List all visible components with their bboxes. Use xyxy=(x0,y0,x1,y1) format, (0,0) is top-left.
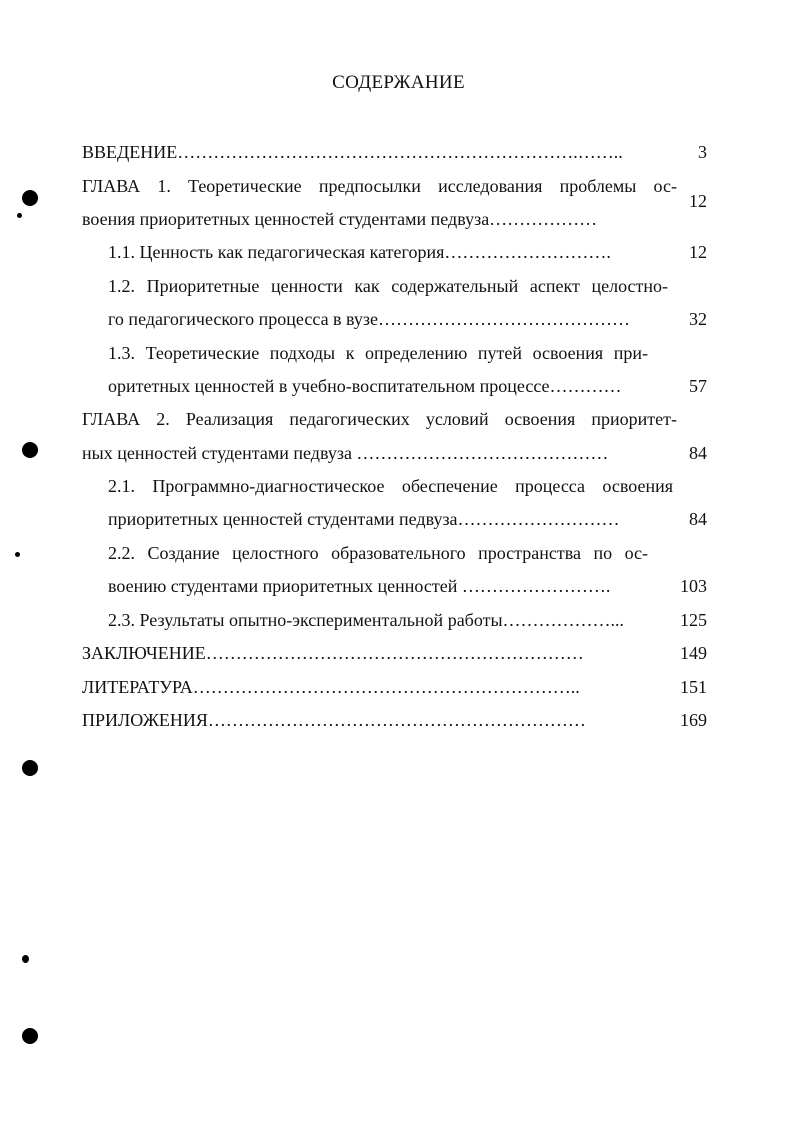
toc-entry-introduction: ВВЕДЕНИЕ………………………………………………………….…….. xyxy=(82,142,623,162)
toc-entry-chapter-1-cont: воения приоритетных ценностей студентами педвуза……………… xyxy=(82,209,598,229)
toc-entry-section-2-1-cont: приоритетных ценностей студентами педвуза……………………… xyxy=(108,509,620,529)
toc-page-number: 103 xyxy=(680,576,707,596)
scan-speck xyxy=(22,955,29,963)
toc-entry-chapter-1: ГЛАВА 1. Теоретические предпосылки исследования проблемы ос- xyxy=(82,176,677,196)
toc-entry-chapter-2: ГЛАВА 2. Реализация педагогических условий освоения приоритет- xyxy=(82,409,677,429)
toc-page-number: 32 xyxy=(689,309,707,329)
toc-page-number: 151 xyxy=(680,677,707,697)
scan-speck xyxy=(15,552,20,557)
toc-entry-appendices: ПРИЛОЖЕНИЯ……………………………………………………… xyxy=(82,710,586,730)
toc-entry-section-1-3-cont: оритетных ценностей в учебно-воспитательном процессе………… xyxy=(108,376,622,396)
toc-page-number: 3 xyxy=(698,142,707,162)
toc-entry-conclusion: ЗАКЛЮЧЕНИЕ……………………………………………………… xyxy=(82,643,584,663)
toc-page-number: 12 xyxy=(689,191,707,211)
toc-entry-literature: ЛИТЕРАТУРА……………………………………………………….. xyxy=(82,677,580,697)
toc-entry-chapter-2-cont: ных ценностей студентами педвуза …………………………………… xyxy=(82,443,609,463)
toc-page-number: 12 xyxy=(689,242,707,262)
toc-page-number: 84 xyxy=(689,509,707,529)
toc-page-number: 125 xyxy=(680,610,707,630)
punch-hole xyxy=(22,1028,38,1044)
toc-page-number: 149 xyxy=(680,643,707,663)
toc-entry-section-2-2-cont: воению студентами приоритетных ценностей ……………………. xyxy=(108,576,611,596)
toc-entry-section-1-2-cont: го педагогического процесса в вузе…………………………………… xyxy=(108,309,631,329)
toc-entry-section-2-2: 2.2. Создание целостного образовательного пространства по ос- xyxy=(108,543,648,563)
toc-entry-section-2-1: 2.1. Программно-диагностическое обеспечение процесса освоения xyxy=(108,476,673,496)
punch-hole xyxy=(22,190,38,206)
page-title: СОДЕРЖАНИЕ xyxy=(332,72,465,93)
toc-entry-section-1-2: 1.2. Приоритетные ценности как содержательный аспект целостно- xyxy=(108,276,668,296)
toc-entry-section-1-1: 1.1. Ценность как педагогическая категория………………………. xyxy=(108,242,611,262)
punch-hole xyxy=(22,442,38,458)
toc-page-number: 57 xyxy=(689,376,707,396)
toc-entry-section-2-3: 2.3. Результаты опытно-экспериментальной работы………………... xyxy=(108,610,625,630)
toc-page-number: 84 xyxy=(689,443,707,463)
toc-page-number: 169 xyxy=(680,710,707,730)
punch-hole xyxy=(22,760,38,776)
scan-speck xyxy=(17,213,22,218)
toc-entry-section-1-3: 1.3. Теоретические подходы к определению путей освоения при- xyxy=(108,343,648,363)
